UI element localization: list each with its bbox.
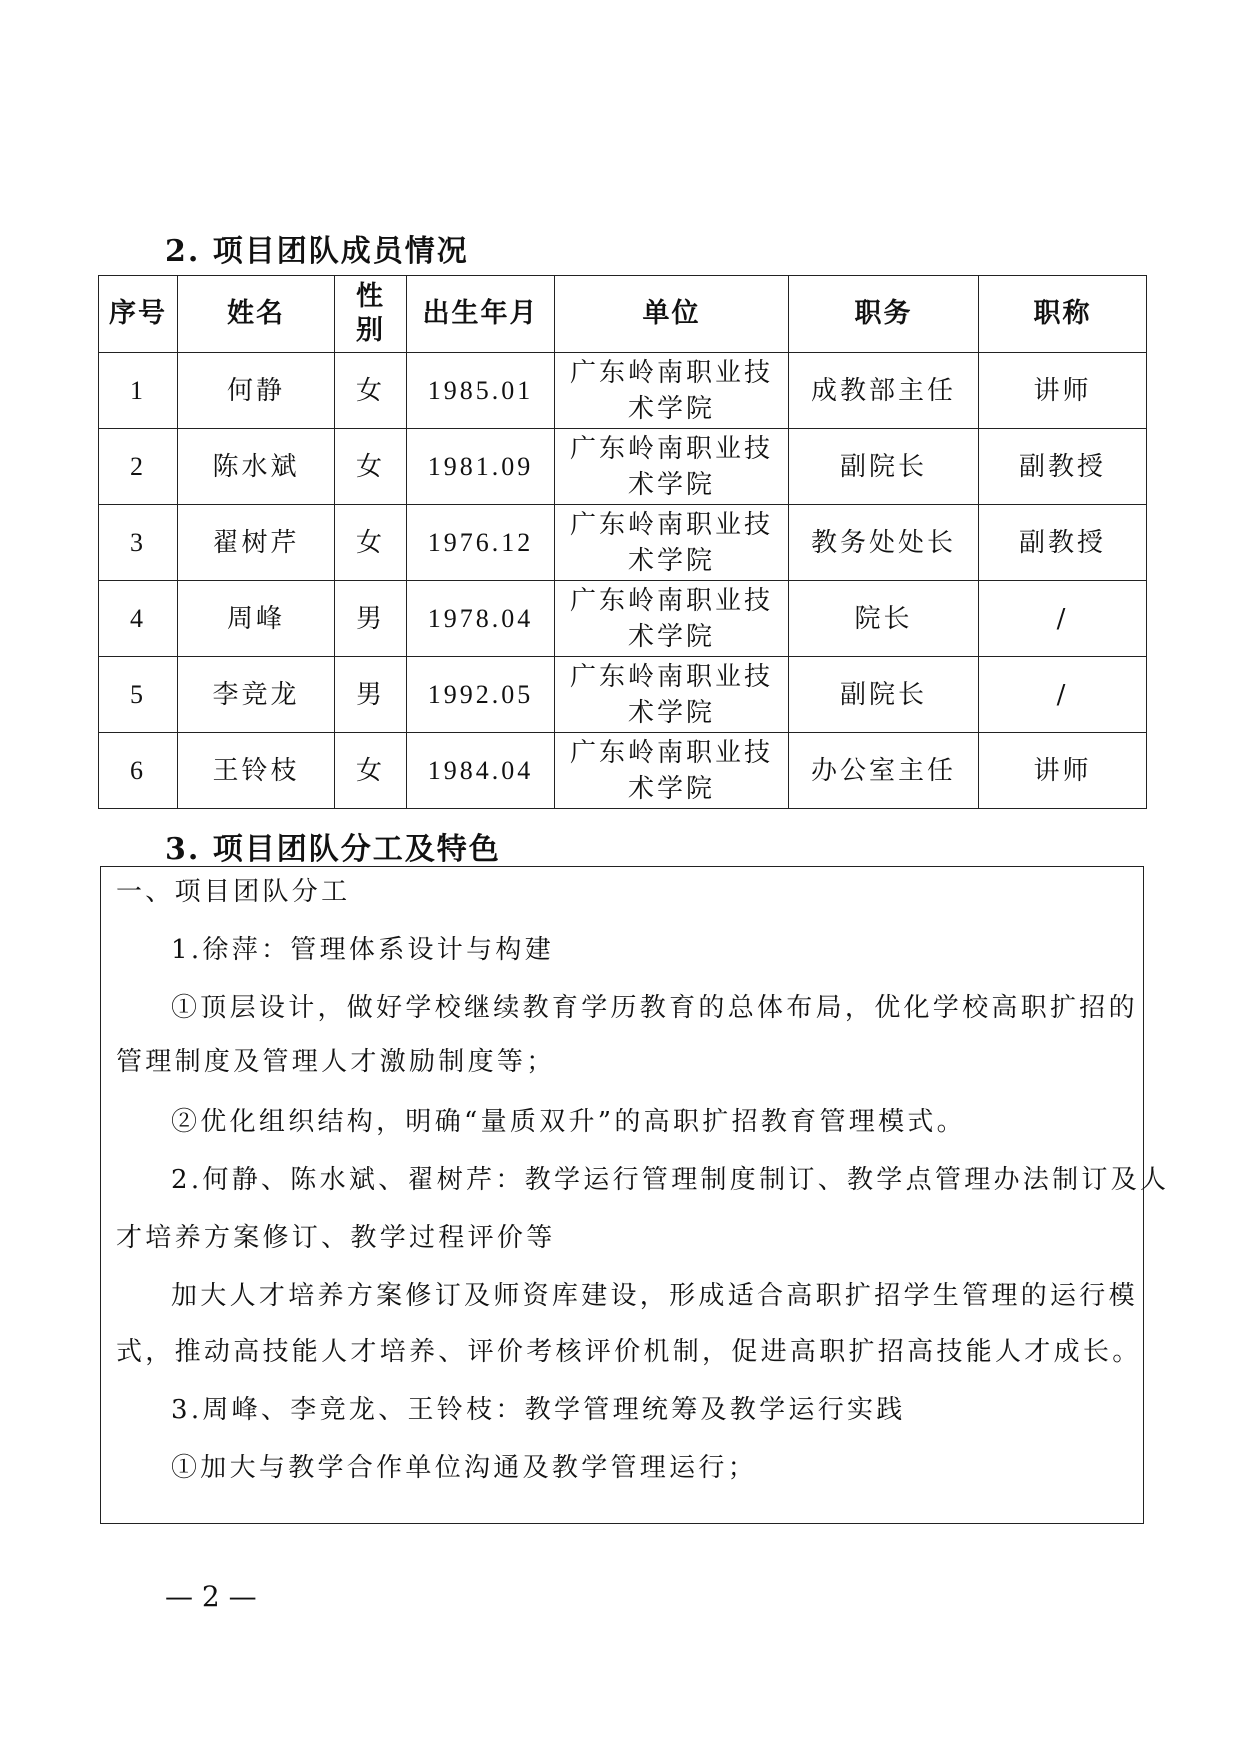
cell-unit: 广东岭南职业技 术学院 — [555, 429, 789, 505]
cell-title: 副教授 — [979, 429, 1147, 505]
division-line: ①顶层设计，做好学校继续教育学历教育的总体布局，优化学校高职扩招的 — [171, 993, 1138, 1023]
table-row — [99, 429, 1147, 505]
cell-position: 成教部主任 — [789, 353, 979, 429]
division-line: ②优化组织结构，明确“量质双升”的高职扩招教育管理模式。 — [171, 1107, 966, 1137]
division-line: ①加大与教学合作单位沟通及教学管理运行； — [171, 1453, 758, 1483]
division-heading: 一、项目团队分工 — [116, 877, 351, 907]
division-line: 3.周峰、李竞龙、王铃枝：教学管理统筹及教学运行实践 — [171, 1395, 906, 1425]
cell-title: 讲师 — [979, 353, 1147, 429]
cell-gender: 女 — [335, 429, 407, 505]
cell-unit: 广东岭南职业技 术学院 — [555, 657, 789, 733]
section-title-team-division: 3. 项目团队分工及特色 — [165, 832, 501, 867]
header-title: 职称 — [979, 276, 1147, 353]
page-number: — 2 — — [165, 1580, 257, 1613]
team-division-box — [100, 866, 1170, 1524]
cell-title: 副教授 — [979, 505, 1147, 581]
header-unit: 单位 — [555, 276, 789, 353]
cell-gender: 女 — [335, 733, 407, 809]
cell-position: 副院长 — [789, 429, 979, 505]
team-members-table — [98, 275, 1147, 809]
cell-name: 王铃枝 — [178, 733, 335, 809]
cell-name: 陈水斌 — [178, 429, 335, 505]
cell-gender: 男 — [335, 581, 407, 657]
cell-title: 讲师 — [979, 733, 1147, 809]
cell-unit: 广东岭南职业技 术学院 — [555, 505, 789, 581]
cell-birth: 1984.04 — [407, 733, 555, 809]
division-line: 2.何静、陈水斌、翟树芹：教学运行管理制度制订、教学点管理办法制订及人 — [171, 1165, 1170, 1195]
cell-position: 副院长 — [789, 657, 979, 733]
division-line: 1.徐萍：管理体系设计与构建 — [171, 935, 555, 965]
cell-no: 5 — [99, 657, 178, 733]
cell-position: 院长 — [789, 581, 979, 657]
cell-name: 周峰 — [178, 581, 335, 657]
table-row — [99, 581, 1147, 657]
cell-unit: 广东岭南职业技 术学院 — [555, 733, 789, 809]
cell-no: 2 — [99, 429, 178, 505]
cell-birth: 1992.05 — [407, 657, 555, 733]
cell-name: 李竞龙 — [178, 657, 335, 733]
cell-gender: 男 — [335, 657, 407, 733]
table-row — [99, 657, 1147, 733]
cell-gender: 女 — [335, 505, 407, 581]
table-row — [99, 353, 1147, 429]
cell-no: 1 — [99, 353, 178, 429]
table-row — [99, 505, 1147, 581]
table-row — [99, 733, 1147, 809]
cell-birth: 1985.01 — [407, 353, 555, 429]
division-line: 式，推动高技能人才培养、评价考核评价机制，促进高职扩招高技能人才成长。 — [116, 1337, 1142, 1367]
cell-birth: 1981.09 — [407, 429, 555, 505]
cell-no: 4 — [99, 581, 178, 657]
cell-gender: 女 — [335, 353, 407, 429]
cell-no: 3 — [99, 505, 178, 581]
cell-unit: 广东岭南职业技 术学院 — [555, 581, 789, 657]
cell-name: 翟树芹 — [178, 505, 335, 581]
cell-unit: 广东岭南职业技 术学院 — [555, 353, 789, 429]
cell-birth: 1978.04 — [407, 581, 555, 657]
division-line: 管理制度及管理人才激励制度等； — [116, 1047, 556, 1077]
cell-position: 办公室主任 — [789, 733, 979, 809]
cell-title: / — [979, 581, 1147, 657]
cell-title: / — [979, 657, 1147, 733]
cell-position: 教务处处长 — [789, 505, 979, 581]
cell-name: 何静 — [178, 353, 335, 429]
table-header-row — [99, 276, 1147, 353]
header-birth: 出生年月 — [407, 276, 555, 353]
cell-birth: 1976.12 — [407, 505, 555, 581]
header-gender: 性 别 — [335, 276, 407, 353]
division-line: 加大人才培养方案修订及师资库建设，形成适合高职扩招学生管理的运行模 — [171, 1281, 1138, 1311]
header-no: 序号 — [99, 276, 178, 353]
header-name: 姓名 — [178, 276, 335, 353]
division-line: 才培养方案修订、教学过程评价等 — [116, 1223, 556, 1253]
cell-no: 6 — [99, 733, 178, 809]
section-title-team-members: 2. 项目团队成员情况 — [165, 234, 469, 269]
header-position: 职务 — [789, 276, 979, 353]
